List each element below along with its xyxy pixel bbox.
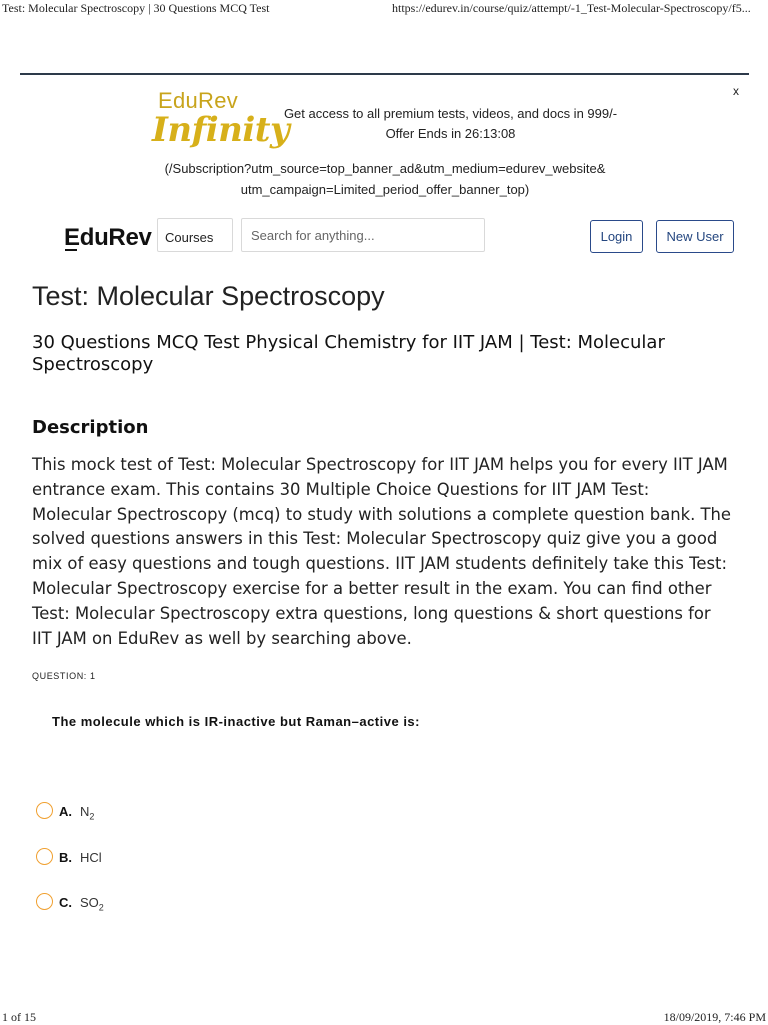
banner-subscription-link[interactable] [150,158,620,200]
option-subscript: 2 [98,902,104,913]
option-text [80,804,94,822]
page-title: Test: Molecular Spectroscopy [32,281,385,311]
banner-offer-countdown: Offer Ends in 26:13:08 [385,126,516,141]
question-number-label: QUESTION: 1 [32,671,96,681]
brand-logo[interactable]: EduRev [64,224,152,251]
banner-link-line2: utm_campaign=Limited_period_offer_banner_top) [240,182,530,197]
option-letter: A. [59,804,72,819]
option-text [80,850,102,865]
print-footer [0,1008,768,1024]
promo-banner [0,80,768,200]
option-formula: SO [80,895,99,910]
banner-offer-text [278,104,623,144]
top-navigation [0,216,768,260]
logo-infinity-word: Infinity [152,110,290,150]
description-body: This mock test of Test: Molecular Spectroscopy for IIT JAM helps you for every IIT JAM entrance exam. This contains 30 Multiple Choice Questions for IIT JAM Test: Molecular Spectroscopy (mcq) to study with solutions a complete question bank. The solved questions answers in this Test: Molecular Spectroscopy quiz give you a good mix of easy questions and tough questions. IIT JAM students definitely take this Test: Molecular Spectroscopy exercise for a better result in the exam. You can find other Test: Molecular Spectroscopy extra questions, long questions & short questions for IIT JAM on EduRev as well by searching above. [32,455,732,648]
banner-link-line1: (/Subscription?utm_source=top_banner_ad&utm_medium=edurev_website& [164,161,606,176]
option-subscript: 2 [89,811,95,822]
print-page-title: Test: Molecular Spectroscopy | 30 Questions MCQ Test [2,1,270,15]
courses-dropdown-button[interactable] [157,218,233,252]
option-formula: HCl [80,850,102,865]
new-user-button[interactable]: New User [656,220,734,253]
top-divider [20,73,749,75]
print-datetime: 18/09/2019, 7:46 PM [663,1010,766,1024]
radio-icon[interactable] [36,802,53,819]
radio-icon[interactable] [36,893,53,910]
banner-offer-line1: Get access to all premium tests, videos, and docs in 999/- [283,106,618,121]
courses-label: Courses [165,230,214,245]
option-formula: N [80,804,90,819]
edurev-infinity-logo[interactable] [150,88,290,160]
question-text: The molecule which is IR-inactive but Raman–active is: [52,714,420,729]
logo-edurev-word: EduRev [158,88,239,113]
login-button[interactable]: Login [590,220,643,253]
print-page-number: 1 of 15 [2,1010,36,1024]
option-letter: B. [59,850,72,865]
page-subtitle: 30 Questions MCQ Test Physical Chemistry for IIT JAM | Test: Molecular Spectroscopy [32,332,665,375]
banner-close-button[interactable]: x [733,84,739,98]
search-input[interactable] [241,218,485,252]
option-text [80,895,104,913]
option-letter: C. [59,895,72,910]
description-heading: Description [32,417,149,438]
radio-icon[interactable] [36,848,53,865]
print-page-url: https://edurev.in/course/quiz/attempt/-1_Test-Molecular-Spectroscopy/f5... [392,1,751,15]
print-header [0,0,768,18]
